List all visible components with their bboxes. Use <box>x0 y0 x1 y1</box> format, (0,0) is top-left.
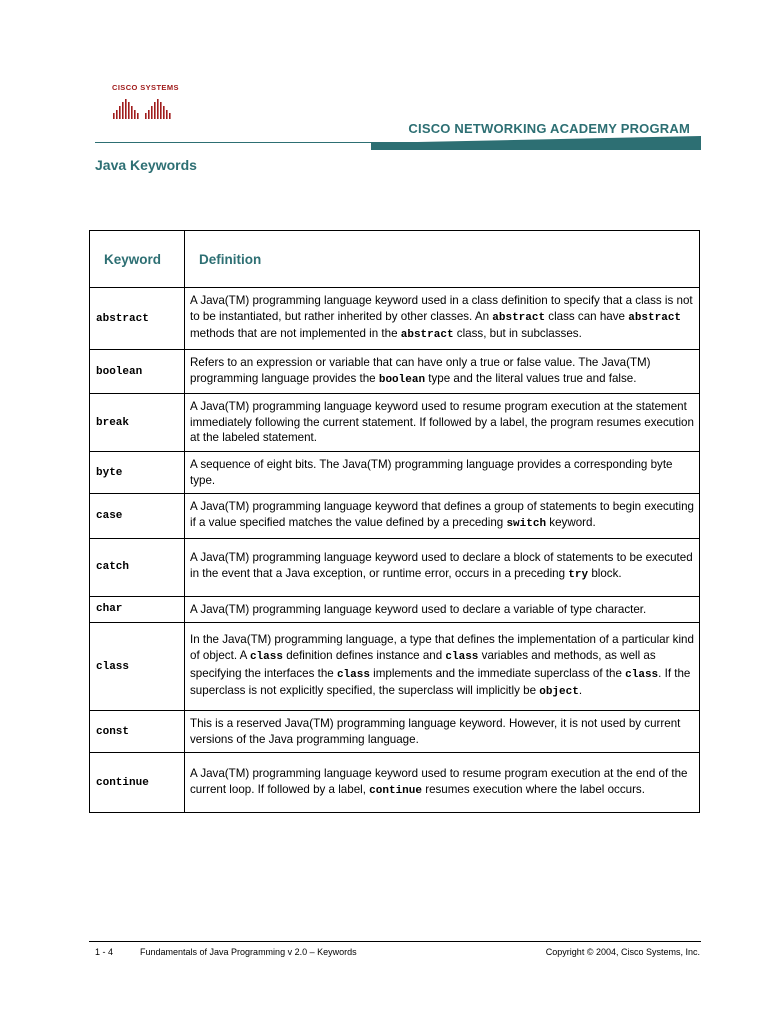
keyword-column-header: Keyword <box>90 231 185 288</box>
definition-text: A Java(TM) programming language keyword used to resume program execution at the end of the current loop. If followed by a label, <box>190 767 688 796</box>
definition-text: implements and the immediate superclass of the <box>369 666 626 680</box>
definition-text: class, but in subclasses. <box>453 327 582 341</box>
definition-text: variables and methods, as well as specifying the interfaces the <box>190 649 656 680</box>
footer-page-number: 1 - 4 <box>95 947 114 957</box>
keyword-cell: abstract <box>90 288 185 350</box>
keyword-cell: case <box>90 494 185 538</box>
definition-text: resumes execution where the label occurs. <box>421 782 645 796</box>
definition-cell <box>185 288 700 350</box>
inline-keyword: abstract <box>492 311 546 324</box>
logo-wordmark: CISCO SYSTEMS <box>112 83 179 92</box>
definition-text: A Java(TM) programming language keyword used to resume program execution at the statement immediately following the current statement. If followed by a label, the program resumes execution at the labeled statement. <box>190 400 694 445</box>
table-header-row <box>90 231 700 288</box>
keyword-cell: char <box>90 596 185 623</box>
definition-text: Refers to an expression or variable that can have only a true or false value. The Java(TM) programming language provides the <box>190 356 651 385</box>
definition-text: A Java(TM) programming language keyword that defines a group of statements to begin executing if a value specified matches the value defined by a preceding <box>190 500 694 529</box>
definition-column-header: Definition <box>185 231 700 288</box>
table-row <box>90 711 700 753</box>
table-row <box>90 350 700 394</box>
table-row <box>90 394 700 452</box>
definition-text: . <box>578 684 583 698</box>
inline-keyword: abstract <box>400 329 454 342</box>
keyword-cell: class <box>90 623 185 711</box>
footer-rule <box>89 941 701 942</box>
cisco-bridge-icon <box>112 93 182 119</box>
inline-keyword: try <box>568 569 589 582</box>
table-row <box>90 538 700 596</box>
definition-cell <box>185 623 700 711</box>
inline-keyword: boolean <box>378 373 426 386</box>
inline-keyword: class <box>625 668 659 681</box>
definition-text: class can have <box>545 309 629 323</box>
keyword-cell: const <box>90 711 185 753</box>
table-row <box>90 494 700 538</box>
definition-cell <box>185 538 700 596</box>
header-band <box>371 136 701 150</box>
keywords-table-body <box>90 288 700 813</box>
definition-cell <box>185 753 700 813</box>
definition-text: type and the literal values true and false. <box>425 371 637 385</box>
table-row <box>90 623 700 711</box>
table-row <box>90 596 700 623</box>
definition-cell <box>185 350 700 394</box>
definition-text: block. <box>588 567 622 581</box>
cisco-logo <box>112 83 182 119</box>
definition-text: A Java(TM) programming language keyword used to declare a block of statements to be executed in the event that a Java exception, or runtime error, occurs in a preceding <box>190 551 693 581</box>
table-row <box>90 288 700 350</box>
footer-document-title: Fundamentals of Java Programming v 2.0 – Keywords <box>140 947 357 957</box>
definition-cell <box>185 596 700 623</box>
header-rule <box>95 142 701 143</box>
inline-keyword: object <box>539 686 579 699</box>
definition-text: methods that are not implemented in the <box>190 327 401 341</box>
keyword-cell: byte <box>90 452 185 494</box>
page-title: Java Keywords <box>95 157 197 173</box>
inline-keyword: class <box>445 651 479 664</box>
keyword-cell: catch <box>90 538 185 596</box>
inline-keyword: abstract <box>628 311 682 324</box>
table-row <box>90 452 700 494</box>
definition-text: A Java(TM) programming language keyword used in a class definition to specify that a class is not to be instantiated, but rather inherited by other classes. An <box>190 294 693 323</box>
program-title: CISCO NETWORKING ACADEMY PROGRAM <box>408 121 690 136</box>
inline-keyword: class <box>249 651 283 664</box>
definition-cell <box>185 394 700 452</box>
keyword-cell: break <box>90 394 185 452</box>
definition-cell <box>185 494 700 538</box>
definition-text: A Java(TM) programming language keyword used to declare a variable of type character. <box>190 602 647 616</box>
definition-cell <box>185 452 700 494</box>
definition-text: . If the superclass is not explicitly specified, the superclass will implicitly be <box>190 666 691 698</box>
footer-copyright: Copyright © 2004, Cisco Systems, Inc. <box>545 947 700 957</box>
definition-text: keyword. <box>546 515 596 529</box>
definition-text: This is a reserved Java(TM) programming language keyword. However, it is not used by current versions of the Java programming language. <box>190 717 681 746</box>
definition-cell <box>185 711 700 753</box>
table-row <box>90 753 700 813</box>
keyword-cell: boolean <box>90 350 185 394</box>
inline-keyword: switch <box>506 517 547 530</box>
definition-text: A sequence of eight bits. The Java(TM) programming language provides a corresponding byte type. <box>190 458 673 487</box>
keyword-cell: continue <box>90 753 185 813</box>
definition-text: definition defines instance and <box>282 649 446 663</box>
keywords-table <box>89 230 700 813</box>
definition-text: In the Java(TM) programming language, a type that defines the implementation of a particular kind of object. A <box>190 633 694 663</box>
inline-keyword: class <box>336 668 370 681</box>
inline-keyword: continue <box>369 784 422 797</box>
